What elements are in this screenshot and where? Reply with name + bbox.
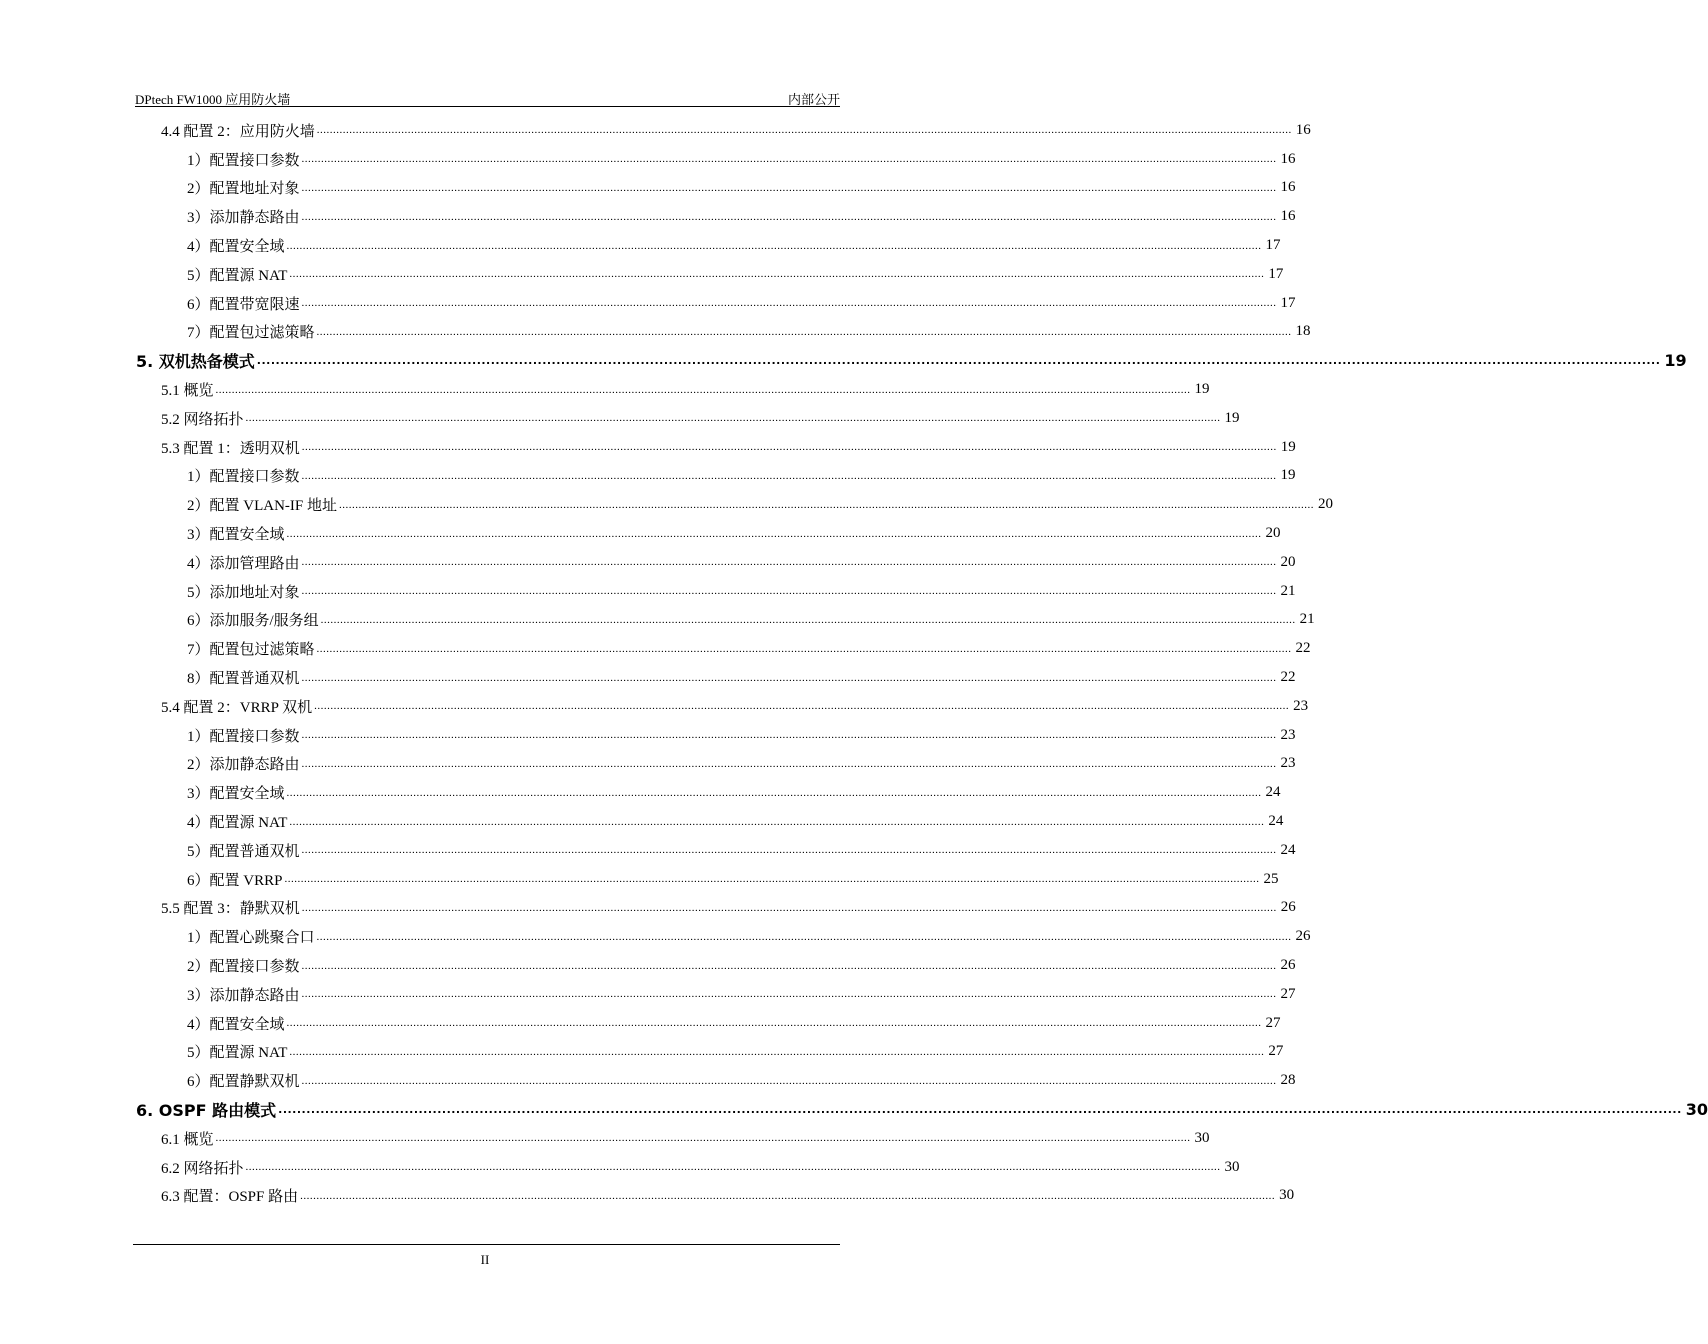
toc-entry-label: 3）配置安全域 (187, 527, 285, 544)
toc-entry-page: 20 (1265, 525, 1281, 542)
toc-entry-label: 6. OSPF 路由模式 (136, 1100, 277, 1120)
toc-entry-page: 18 (1295, 323, 1311, 340)
toc-leader-dots: ............................................................................................................................................................................................................................................................................................................ (320, 613, 1296, 626)
toc-leader-dots: ............................................................................................................................................................................................................................................................................................................ (286, 786, 1262, 799)
toc-entry-label: 4.4 配置 2：应用防火墙 (161, 123, 315, 140)
toc-entry-label: 5.3 配置 1：透明双机 (161, 440, 300, 457)
toc-leader-dots: ............................................................................................................................................................................................................................................................................................................ (301, 901, 1277, 914)
toc-entry-label: 5）配置源 NAT (187, 1045, 288, 1062)
page-header (135, 88, 840, 107)
toc-entry[interactable] (0, 865, 1279, 894)
toc-entry[interactable] (0, 606, 1315, 635)
toc-entry-label: 8）配置普通双机 (187, 671, 300, 688)
toc-leader-dots: ............................................................................................................................................................................................................................................................................................................ (301, 210, 1277, 223)
toc-entry-label: 6）配置带宽限速 (187, 296, 300, 313)
toc-entry[interactable] (0, 577, 1296, 606)
toc-entry[interactable] (0, 519, 1281, 548)
toc-leader-dots: ............................................................................................................................................................................................................................................................................................................ (301, 441, 1277, 454)
toc-entry[interactable] (0, 836, 1296, 865)
toc-leader-dots: ............................................................................................................................................................................................................................................................................................................ (289, 268, 1265, 281)
toc-entry-page: 27 (1268, 1043, 1284, 1060)
toc-entry[interactable] (0, 490, 1333, 519)
toc-entry-label: 5.1 概览 (161, 383, 214, 400)
toc-leader-dots: ............................................................................................................................................................................................................................................................................................................ (245, 412, 1221, 425)
toc-entry-page: 22 (1295, 640, 1311, 657)
toc-entry[interactable] (0, 1181, 1295, 1210)
toc-entry-label: 4）配置安全域 (187, 1016, 285, 1033)
toc-entry[interactable] (0, 1153, 1240, 1182)
toc-entry[interactable] (0, 1038, 1284, 1067)
toc-leader-dots: ............................................................................................................................................................................................................................................................................................................ (215, 383, 1191, 396)
toc-entry-page: 30 (1224, 1158, 1240, 1175)
toc-entry-label: 5）添加地址对象 (187, 584, 300, 601)
toc-entry[interactable] (0, 778, 1281, 807)
toc-leader-dots: ............................................................................................................................................................................................................................................................................................................ (278, 1102, 1682, 1116)
toc-entry-label: 4）配置源 NAT (187, 815, 288, 832)
toc-leader-dots: ............................................................................................................................................................................................................................................................................................................ (284, 873, 1260, 886)
toc-entry-page: 24 (1280, 841, 1296, 858)
toc-leader-dots: ............................................................................................................................................................................................................................................................................................................ (286, 1017, 1262, 1030)
toc-entry-label: 5.5 配置 3：静默双机 (161, 901, 300, 918)
header-title: DPtech FW1000 应用防火墙 (135, 92, 291, 107)
toc-entry-label: 3）配置安全域 (187, 786, 285, 803)
toc-leader-dots: ............................................................................................................................................................................................................................................................................................................ (316, 930, 1292, 943)
toc-leader-dots: ............................................................................................................................................................................................................................................................................................................ (289, 1045, 1265, 1058)
toc-entry-label: 6.2 网络拓扑 (161, 1160, 244, 1177)
toc-entry-label: 5）配置普通双机 (187, 843, 300, 860)
toc-entry[interactable] (0, 174, 1296, 203)
toc-entry-label: 3）添加静态路由 (187, 987, 300, 1004)
toc-leader-dots: ............................................................................................................................................................................................................................................................................................................ (301, 1074, 1277, 1087)
toc-entry-page: 19 (1280, 438, 1296, 455)
toc-leader-dots: ............................................................................................................................................................................................................................................................................................................ (289, 815, 1265, 828)
toc-leader-dots: ............................................................................................................................................................................................................................................................................................................ (286, 239, 1262, 252)
toc-entry-page: 23 (1293, 697, 1309, 714)
toc-leader-dots: ............................................................................................................................................................................................................................................................................................................ (339, 498, 1314, 511)
toc-entry-page: 19 (1194, 381, 1210, 398)
toc-leader-dots: ............................................................................................................................................................................................................................................................................................................ (301, 959, 1277, 972)
toc-entry[interactable] (0, 375, 1210, 404)
toc-entry-page: 16 (1280, 208, 1296, 225)
toc-entry-page: 16 (1295, 121, 1311, 138)
toc-entry-label: 5. 双机热备模式 (136, 352, 255, 372)
toc-leader-dots: ............................................................................................................................................................................................................................................................................................................ (301, 671, 1277, 684)
toc-entry-page: 26 (1280, 899, 1296, 916)
toc-entry[interactable] (0, 404, 1240, 433)
toc-entry-page: 17 (1280, 294, 1296, 311)
toc-entry-label: 1）配置接口参数 (187, 152, 300, 169)
toc-entry[interactable] (0, 462, 1296, 491)
toc-entry[interactable] (0, 1066, 1296, 1095)
toc-entry-label: 6）配置静默双机 (187, 1074, 300, 1091)
toc-entry-label: 1）配置心跳聚合口 (187, 930, 315, 947)
toc-entry-page: 25 (1263, 870, 1279, 887)
toc-entry[interactable] (0, 202, 1296, 231)
toc-entry-label: 4）添加管理路由 (187, 555, 300, 572)
toc-leader-dots: ............................................................................................................................................................................................................................................................................................................ (316, 325, 1292, 338)
toc-leader-dots: ............................................................................................................................................................................................................................................................................................................ (301, 988, 1277, 1001)
toc-entry-label: 2）添加静态路由 (187, 757, 300, 774)
header-classification: 内部公开 (787, 92, 840, 107)
toc-entry-label: 2）配置 VLAN-IF 地址 (187, 498, 337, 515)
toc-entry[interactable] (0, 433, 1296, 462)
toc-entry-label: 2）配置接口参数 (187, 959, 300, 975)
toc-entry-label: 7）配置包过滤策略 (187, 325, 315, 342)
toc-entry[interactable] (0, 231, 1281, 260)
toc-entry-page: 16 (1280, 179, 1296, 196)
toc-entry[interactable] (0, 145, 1296, 174)
toc-entry[interactable] (0, 1124, 1210, 1153)
toc-entry-page: 19 (1224, 409, 1240, 426)
toc-entry-page: 17 (1268, 265, 1284, 282)
toc-leader-dots: ............................................................................................................................................................................................................................................................................................................ (301, 181, 1277, 194)
toc-leader-dots: ............................................................................................................................................................................................................................................................................................................ (256, 354, 1661, 368)
table-of-contents (0, 116, 1708, 1210)
toc-entry-page: 19 (1664, 351, 1687, 371)
toc-leader-dots: ............................................................................................................................................................................................................................................................................................................ (301, 585, 1277, 598)
toc-leader-dots: ............................................................................................................................................................................................................................................................................................................ (314, 700, 1290, 713)
toc-entry-page: 28 (1280, 1072, 1296, 1089)
toc-entry-page: 26 (1280, 957, 1296, 973)
toc-entry-label: 1）配置接口参数 (187, 469, 300, 486)
toc-leader-dots: ............................................................................................................................................................................................................................................................................................................ (316, 124, 1292, 137)
toc-entry[interactable] (0, 807, 1284, 836)
toc-leader-dots: ............................................................................................................................................................................................................................................................................................................ (301, 757, 1277, 770)
toc-entry[interactable] (0, 318, 1311, 347)
toc-entry-label: 6）配置 VRRP (187, 872, 283, 889)
toc-leader-dots: ............................................................................................................................................................................................................................................................................................................ (301, 556, 1277, 569)
toc-entry-page: 21 (1299, 611, 1315, 628)
toc-entry-page: 26 (1295, 928, 1311, 945)
toc-entry-label: 4）配置安全域 (187, 239, 285, 256)
toc-entry[interactable] (0, 663, 1296, 692)
toc-entry-page: 16 (1280, 150, 1296, 167)
toc-leader-dots: ............................................................................................................................................................................................................................................................................................................ (301, 729, 1277, 742)
toc-entry-page: 24 (1268, 813, 1284, 830)
toc-entry-page: 21 (1280, 582, 1296, 599)
toc-entry[interactable] (0, 721, 1296, 750)
footer-page-number: II (480, 1252, 490, 1267)
toc-entry-page: 30 (1279, 1187, 1295, 1204)
toc-entry[interactable] (0, 692, 1309, 721)
toc-leader-dots: ............................................................................................................................................................................................................................................................................................................ (245, 1161, 1221, 1174)
toc-entry[interactable] (0, 951, 1296, 980)
toc-leader-dots: ............................................................................................................................................................................................................................................................................................................ (301, 469, 1277, 482)
toc-entry-page: 27 (1280, 985, 1296, 1002)
toc-leader-dots: ............................................................................................................................................................................................................................................................................................................ (215, 1132, 1191, 1145)
toc-leader-dots: ............................................................................................................................................................................................................................................................................................................ (301, 844, 1277, 857)
toc-leader-dots: ............................................................................................................................................................................................................................................................................................................ (301, 297, 1277, 310)
toc-entry-page: 27 (1265, 1014, 1281, 1031)
toc-entry[interactable] (0, 346, 1687, 375)
toc-entry-page: 30 (1685, 1099, 1708, 1119)
toc-entry[interactable] (0, 634, 1311, 663)
toc-entry[interactable] (0, 894, 1296, 923)
toc-entry[interactable] (0, 922, 1311, 951)
toc-entry-label: 6.1 概览 (161, 1131, 214, 1148)
toc-entry[interactable] (0, 289, 1296, 318)
toc-entry[interactable] (0, 116, 1311, 145)
toc-entry-page: 19 (1280, 467, 1296, 484)
toc-entry[interactable] (0, 260, 1284, 289)
toc-entry-page: 23 (1280, 726, 1296, 743)
toc-entry-label: 5.4 配置 2：VRRP 双机 (161, 699, 313, 716)
toc-entry-page: 24 (1265, 784, 1281, 801)
footer-divider (133, 1244, 840, 1245)
toc-entry-page: 20 (1318, 496, 1333, 513)
toc-entry-page: 22 (1280, 669, 1296, 686)
toc-entry-label: 7）配置包过滤策略 (187, 642, 315, 659)
toc-entry-label: 5.2 网络拓扑 (161, 411, 244, 428)
toc-entry[interactable] (0, 750, 1296, 779)
toc-leader-dots: ............................................................................................................................................................................................................................................................................................................ (300, 1189, 1276, 1202)
toc-entry-label: 1）配置接口参数 (187, 728, 300, 745)
toc-entry[interactable] (0, 1095, 1708, 1124)
toc-leader-dots: ............................................................................................................................................................................................................................................................................................................ (301, 153, 1277, 166)
toc-leader-dots: ............................................................................................................................................................................................................................................................................................................ (316, 642, 1292, 655)
toc-entry-label: 5）配置源 NAT (187, 267, 288, 284)
toc-entry[interactable] (0, 548, 1296, 577)
toc-entry-label: 6）添加服务/服务组 (187, 613, 319, 630)
toc-entry-page: 23 (1280, 755, 1296, 772)
toc-entry-label: 3）添加静态路由 (187, 210, 300, 227)
toc-entry-page: 20 (1280, 553, 1296, 570)
toc-entry-page: 17 (1265, 237, 1281, 254)
toc-entry[interactable] (0, 980, 1296, 1009)
toc-leader-dots: ............................................................................................................................................................................................................................................................................................................ (286, 527, 1262, 540)
toc-entry-label: 2）配置地址对象 (187, 181, 300, 198)
toc-entry-page: 30 (1194, 1129, 1210, 1146)
toc-entry-label: 6.3 配置：OSPF 路由 (161, 1189, 299, 1206)
toc-entry[interactable] (0, 1009, 1281, 1038)
